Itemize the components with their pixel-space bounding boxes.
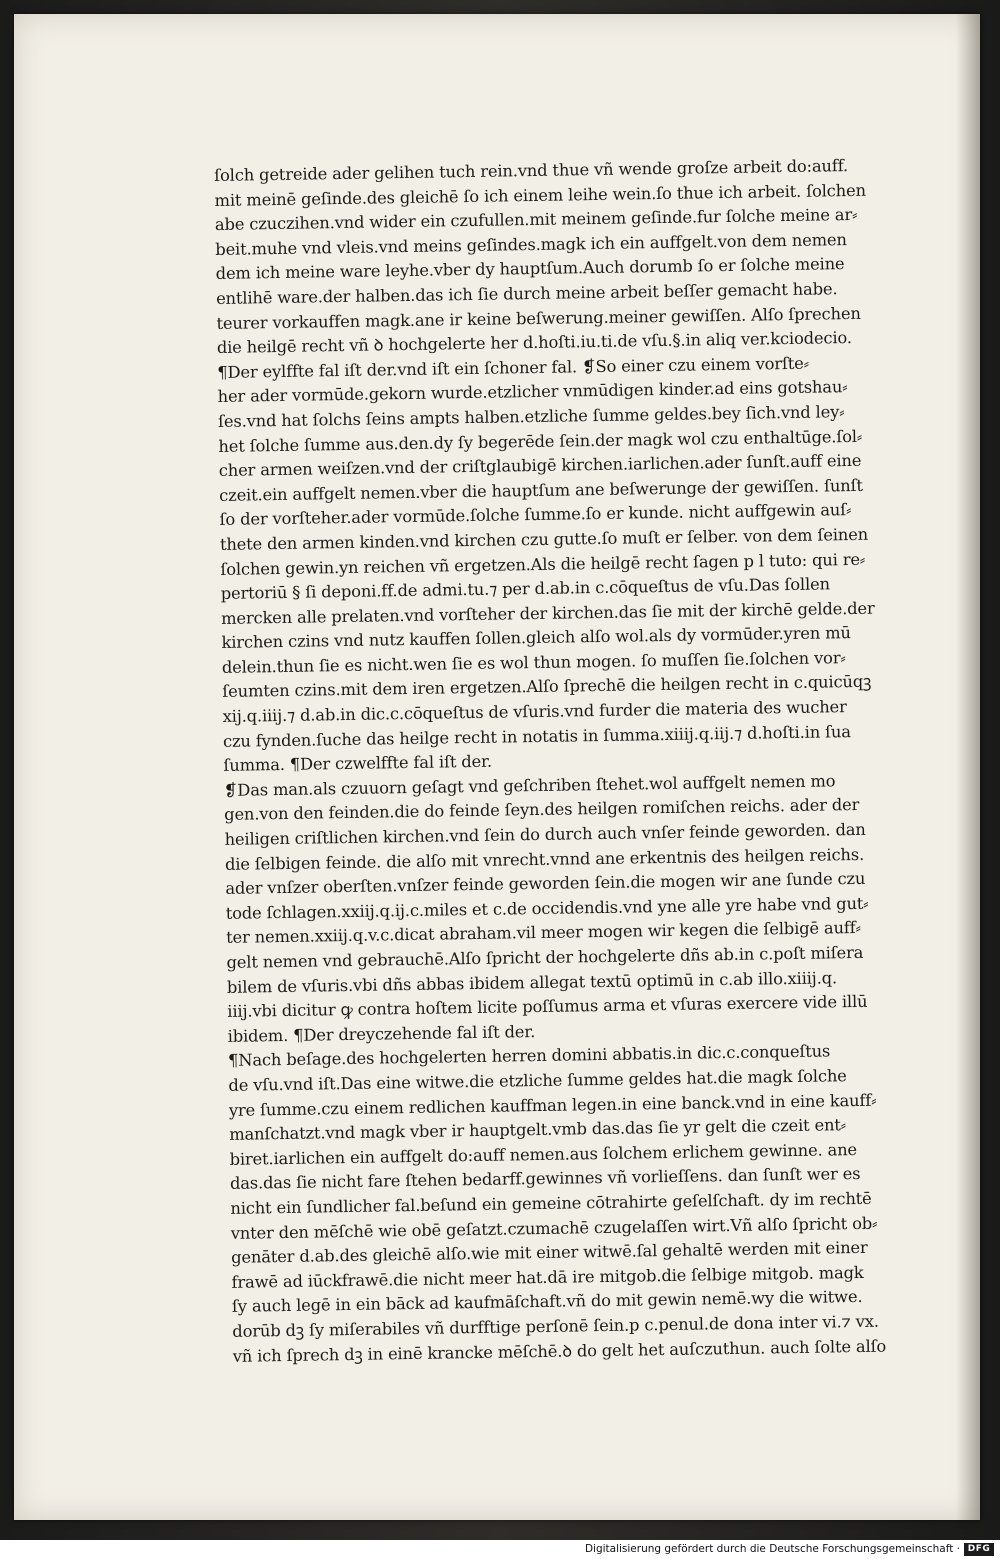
text-line: mercken alle prelaten.vnd vorſteher der kirchen.das ſie mit der kirchē gelde.der [220,598,875,628]
text-line: ſolchen gewin.yn reichen vñ ergetzen.Als die heilgē recht ſagen p l tuto: qui re⸗ [220,549,866,579]
funding-credit: Digitalisierung gefördert durch die Deutsche Forschungsgemeinschaft · [584,1543,960,1555]
text-line: yre ſumme.czu einem redlichen kauffman legen.in eine banck.vnd in eine kauff⸗ [228,1090,877,1120]
text-line: xij.q.iiij.⁊ d.ab.in dic.c.cōqueſtus de vſuris.vnd furder die materia des wucher [222,697,847,726]
text-line: nicht ein ſundlicher fal.beſund ein gemeine cōtrahirte geſelſchaft. dy im rechtē [230,1188,872,1218]
text-line: gelt nemen vnd gebrauchē.Alſo ſpricht der hochgelerte dñs ab.in c.poſt miſera [226,942,864,972]
text-line: teurer vorkauffen magk.ane ir keine beſwerung.meiner gewiſſen. Alſo ſprechen [216,303,861,333]
text-line: ſo der vorſteher.ader vormūde.ſolche ſumme.ſo er kunde. nicht auffgewin auſ⸗ [219,500,852,530]
text-line: ❡Das man.als czuuorn geſagt vnd geſchriben ſtehet.wol auffgelt nemen mo [223,771,836,800]
text-line: das.das ſie nicht fare ſtehen bedarff.gewinnes vñ vorlieſſens. dan ſunſt wer es [229,1164,861,1194]
dfg-logo: DFG [964,1543,994,1556]
text-line: vñ ich ſprech dꝫ in einē krancke mēſchē.ꝺ do gelt het auſczuthun. auch ſolte alſo [232,1336,887,1366]
text-line: pertoriū § ſi deponi.ff.de admi.tu.⁊ per d.ab.in c.cōqueſtus de vſu.Das ſollen [220,574,831,604]
text-line: de vſu.vnd iſt.Das eine witwe.die etzliche ſumme geldes hat.die magk ſolche [228,1066,847,1095]
text-line: entlihē ware.der halben.das ich ſie durch meine arbeit beſſer gemacht habe. [215,279,838,308]
text-line: dorūb dꝫ ſy miſerabiles vñ durfftige perſonē ſein.p c.penul.de dona inter vi.⁊ vx. [232,1311,879,1341]
text-line: abe czuczihen.vnd wider ein czufullen.mit meinem geſinde.fur ſolche meine ar⸗ [214,205,858,235]
text-line: cher armen weiſzen.vnd der criſtglaubigē kirchen.iarlichen.ader ſunſt.auff eine [218,450,862,481]
text-line: heiligen criſtlichen kirchen.vnd ſein do durch auch vnſer feinde geworden. dan [224,819,866,849]
text-line: ¶Der eylffte fal iſt der.vnd iſt ein ſchoner fal. ❡So einer czu einem vorſte⸗ [217,353,810,382]
text-line: iiij.vbi dicitur ꝙ contra hoſtem licite poſſumus arma et vſuras exercere vide illū [227,992,868,1022]
text-line: thete den armen kinden.vnd kirchen czu gutte.ſo muſt er ſelber. von dem ſeinen [219,524,869,554]
book-page [14,14,980,1520]
text-line: czu fynden.ſuche das heilge recht in notatis in ſumma.xiiij.q.iij.⁊ d.hoſti.in ſua [222,721,852,751]
text-line: het ſolche ſumme aus.den.dy ſy begerēde ſein.der magk wol czu enthaltūge.ſol⸗ [218,426,863,456]
text-line: ibidem. ¶Der dreyczehende fal iſt der. [227,1021,536,1046]
text-line: her ader vormūde.gekorn wurde.etzlicher vnmūdigen kinder.ad eins gotshau⸗ [217,377,848,407]
text-line: ſes.vnd hat ſolchs ſeins ampts halben.etzliche ſumme geldes.bey ſich.vnd ley⸗ [217,402,845,431]
text-line: ter nemen.xxiij.q.v.c.dicat abraham.vil meer mogen wir kegen die ſelbigē auff⸗ [226,918,862,948]
text-line: ſumma. ¶Der czwelffte fal iſt der. [223,751,493,776]
footer-bar [0,1540,1000,1559]
text-line: mit meinē geſinde.des gleichē ſo ich einem leihe wein.ſo thue ich arbeit. ſolchen [214,180,866,210]
text-line: die ſelbigen feinde. die alſo mit vnrecht.vnnd ane erkentnis des heilgen reichs. [224,844,865,874]
text-line: ſeumten czins.mit dem iren ergetzen.Alſo ſprechē die heilgen recht in c.quicūqꝫ [222,672,872,702]
text-line: delein.thun ſie es nicht.wen ſie es wol thun mogen. ſo muſſen ſie.ſolchen vor⸗ [221,648,846,677]
text-line: ſolch getreide ader gelihen tuch rein.vnd thue vñ wende groſze arbeit do:auff. [214,156,849,185]
text-line: ader vnſzer oberſten.vnſzer feinde geworden ſein.die mogen wir ane ſunde czu [225,869,866,899]
text-line: czeit.ein auffgelt nemen.vber die hauptſum ane beſwerunge der gewiſſen. ſunſt [219,475,863,505]
text-line: manſchatzt.vnd magk vber ir hauptgelt.vmb das.das ſie yr gelt die czeit ent⸗ [229,1115,847,1145]
text-line: die heilgē recht vñ ꝺ hochgelerte her d.hoſti.iu.ti.de vſu.§.in aliq ver.kciodecio. [216,328,852,358]
page-text-block [214,152,993,1369]
text-line: tode ſchlagen.xxiij.q.ij.c.miles et c.de occidendis.vnd yne alle yre habe vnd gut⸗ [225,893,869,923]
text-line: frawē ad iūckfrawē.die nicht meer hat.dā ire mitgob.die ſelbige mitgob. magk [231,1262,864,1292]
text-line: genāter d.ab.des gleichē alſo.wie mit einer witwē.ſal gehaltē werden mit einer [231,1237,868,1267]
text-line: dem ich meine ware leyhe.vber dy hauptſum.Auch dorumb ſo er ſolche meine [215,254,845,284]
text-line: biret.iarlichen ein auffgelt do:auff nemen.aus ſolchem erlichem gewinne. ane [229,1139,858,1169]
text-line: vnter den mēſchē wie obē geſatzt.czumachē czugelaſſen wirt.Vñ alſo ſpricht ob⸗ [230,1213,878,1243]
text-line: ſy auch legē in ein bāck ad kaufmāſchaft.vñ do mit gewin nemē.wy die witwe. [231,1287,863,1317]
text-line: bilem de vſuris.vbi dñs abbas ibidem allegat textū optimū in c.ab illo.xiiij.q. [226,967,838,997]
text-line: kirchen czins vnd nutz kauffen ſollen.gleich alſo wol.als dy vormūder.yren mū [221,623,851,653]
text-line: beit.muhe vnd vleis.vnd meins geſindes.magk ich ein auffgelt.von dem nemen [215,229,847,259]
text-line: gen.von den feinden.die do feinde ſeyn.des heilgen romiſchen reichs. ader der [224,795,860,825]
text-line: ¶Nach beſage.des hochgelerten herren domini abbatis.in dic.c.conqueſtus [227,1041,831,1071]
